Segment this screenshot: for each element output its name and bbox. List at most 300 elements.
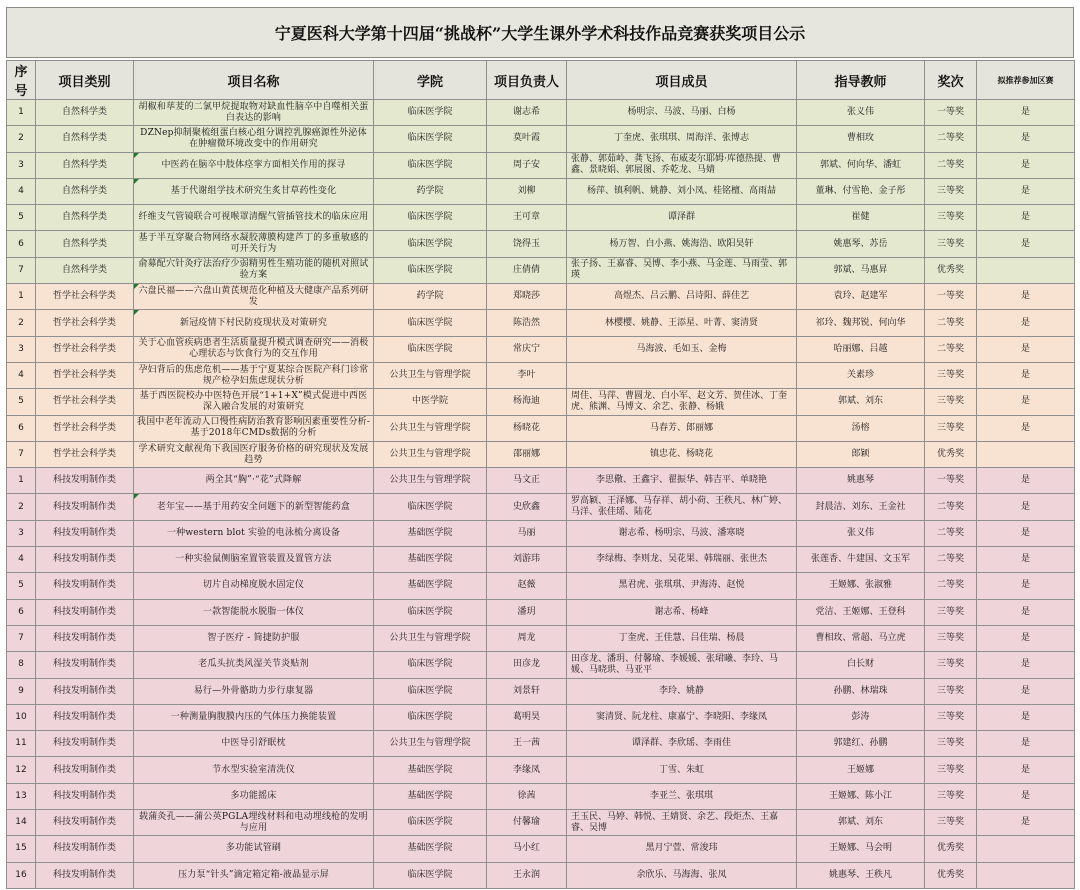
cell-category: 自然科学类 [36, 126, 134, 152]
cell-project-name: 基于西医院校办中医特色开展“1+1+X”模式促进中西医深入融合发展的对策研究 [134, 389, 374, 415]
cell-advisor: 王姬娜、陈小江 [797, 783, 925, 809]
cell-leader: 杨海迪 [487, 389, 567, 415]
cell-college: 药学院 [374, 178, 487, 204]
cell-recommend: 是 [977, 310, 1075, 336]
cell-advisor: 王姬娜、马会明 [797, 836, 925, 862]
cell-members: 田彦龙、潘玥、付馨瑜、李媛媛、张珺曦、李玲、马媛、马晓珙、马亚平 [567, 652, 797, 678]
cell-advisor: 姚惠琴、苏岳 [797, 231, 925, 257]
cell-recommend: 是 [977, 783, 1075, 809]
cell-leader: 李缘凤 [487, 757, 567, 783]
cell-category: 哲学社会科学类 [36, 284, 134, 310]
cell-advisor: 曹相玫 [797, 126, 925, 152]
cell-advisor: 封晨洁、刘东、王金社 [797, 494, 925, 520]
cell-award: 三等奖 [925, 678, 977, 704]
table-body [7, 100, 1075, 889]
cell-members: 谢志希、杨峰 [567, 599, 797, 625]
table-row [7, 625, 1075, 651]
cell-seq: 2 [7, 126, 36, 152]
table-row [7, 783, 1075, 809]
cell-members: 马春芳、郎丽娜 [567, 415, 797, 441]
cell-recommend: 是 [977, 336, 1075, 362]
cell-college: 临床医学院 [374, 231, 487, 257]
cell-project-name: 一种测量胸腹膜内压的气体压力换能装置 [134, 704, 374, 730]
cell-award: 优秀奖 [925, 257, 977, 283]
cell-recommend: 是 [977, 599, 1075, 625]
cell-advisor: 郭建红、孙鹏 [797, 731, 925, 757]
cell-category: 科技发明制作类 [36, 599, 134, 625]
cell-college: 公共卫生与管理学院 [374, 415, 487, 441]
cell-recommend: 是 [977, 231, 1075, 257]
cell-project-name: 智子医疗 - 简捷防护服 [134, 625, 374, 651]
cell-project-name: 俞募配穴针灸疗法治疗少弱精男性生殖功能的随机对照试验方案 [134, 257, 374, 283]
cell-category: 科技发明制作类 [36, 731, 134, 757]
cell-seq: 5 [7, 205, 36, 231]
cell-members: 马海波、毛如玉、金梅 [567, 336, 797, 362]
cell-leader: 邵丽娜 [487, 441, 567, 467]
cell-category: 自然科学类 [36, 205, 134, 231]
cell-category: 科技发明制作类 [36, 547, 134, 573]
cell-project-name: 一种western blot 实验的电泳梳分离设备 [134, 520, 374, 546]
cell-award: 二等奖 [925, 336, 977, 362]
cell-leader: 王可章 [487, 205, 567, 231]
cell-members: 罗高颖、王泽娜、马存祥、胡小荷、王秩凡、林广婷、马洋、张佳瑶、陆花 [567, 494, 797, 520]
cell-leader: 刘游玮 [487, 547, 567, 573]
cell-project-name: 多功能摇床 [134, 783, 374, 809]
cell-recommend: 是 [977, 415, 1075, 441]
cell-recommend: 是 [977, 468, 1075, 494]
cell-project-name: 孕妇背后的焦虑危机——基于宁夏某综合医院产科门诊常规产检孕妇焦虑现状分析 [134, 362, 374, 388]
cell-college: 临床医学院 [374, 810, 487, 836]
cell-advisor: 汤榕 [797, 415, 925, 441]
table-row [7, 836, 1075, 862]
cell-category: 科技发明制作类 [36, 573, 134, 599]
cell-advisor: 崔健 [797, 205, 925, 231]
cell-college: 临床医学院 [374, 205, 487, 231]
cell-leader: 谢志希 [487, 100, 567, 126]
cell-members: 李绿梅、李则龙、吴花果、韩瑞丽、张世杰 [567, 547, 797, 573]
cell-project-name: 一款智能脱水脱脂一体仪 [134, 599, 374, 625]
cell-college: 临床医学院 [374, 336, 487, 362]
header-recommend: 拟推荐参加区赛 [977, 61, 1075, 100]
cell-category: 哲学社会科学类 [36, 415, 134, 441]
cell-recommend: 是 [977, 731, 1075, 757]
table-row [7, 257, 1075, 283]
cell-project-name: DZNep抑制聚梳组蛋白核心组分调控乳腺癌源性外泌体在肿瘤微环境改变中的作用研究 [134, 126, 374, 152]
cell-award: 一等奖 [925, 284, 977, 310]
cell-project-name: 关于心血管疾病患者生活质量提升模式调查研究——消极心理状态与饮食行为的交互作用 [134, 336, 374, 362]
cell-award: 二等奖 [925, 494, 977, 520]
table-row [7, 652, 1075, 678]
cell-college: 临床医学院 [374, 599, 487, 625]
cell-project-name: 一种实验鼠侧脑室置管装置及置管方法 [134, 547, 374, 573]
cell-category: 自然科学类 [36, 152, 134, 178]
header-row [7, 61, 1075, 100]
cell-project-name: 六盘民福——六盘山黄芪规范化种植及大健康产品系列研发 [134, 284, 374, 310]
cell-advisor: 张义伟 [797, 520, 925, 546]
cell-seq: 6 [7, 231, 36, 257]
cell-advisor: 袁玲、赵建军 [797, 284, 925, 310]
table-row [7, 126, 1075, 152]
cell-award: 三等奖 [925, 625, 977, 651]
cell-seq: 2 [7, 310, 36, 336]
cell-recommend: 是 [977, 547, 1075, 573]
cell-category: 科技发明制作类 [36, 625, 134, 651]
cell-college: 基础医学院 [374, 783, 487, 809]
cell-seq: 5 [7, 573, 36, 599]
cell-members: 黑月宁萱、常浚玮 [567, 836, 797, 862]
award-table [6, 60, 1075, 889]
cell-college: 临床医学院 [374, 704, 487, 730]
cell-leader: 马丽 [487, 520, 567, 546]
cell-advisor: 祁玲、魏邦锐、何向华 [797, 310, 925, 336]
cell-seq: 2 [7, 494, 36, 520]
cell-leader: 周龙 [487, 625, 567, 651]
cell-award: 优秀奖 [925, 441, 977, 467]
cell-category: 自然科学类 [36, 257, 134, 283]
cell-recommend: 是 [977, 284, 1075, 310]
cell-members: 谭泽群 [567, 205, 797, 231]
cell-members: 李亚兰、张琪琪 [567, 783, 797, 809]
table-row [7, 100, 1075, 126]
table-row [7, 494, 1075, 520]
cell-leader: 徐茜 [487, 783, 567, 809]
cell-leader: 付馨瑜 [487, 810, 567, 836]
table-row [7, 757, 1075, 783]
cell-project-name: 多功能试管刷 [134, 836, 374, 862]
cell-award: 优秀奖 [925, 862, 977, 888]
table-row [7, 678, 1075, 704]
cell-award: 三等奖 [925, 810, 977, 836]
cell-college: 临床医学院 [374, 652, 487, 678]
cell-project-name: 学术研究文献视角下我国医疗服务价格的研究现状及发展趋势 [134, 441, 374, 467]
table-row [7, 415, 1075, 441]
cell-seq: 3 [7, 520, 36, 546]
cell-seq: 6 [7, 599, 36, 625]
cell-leader: 郑晓莎 [487, 284, 567, 310]
cell-recommend [977, 836, 1075, 862]
cell-members: 李玲、姚静 [567, 678, 797, 704]
cell-project-name: 新冠疫情下村民防疫现状及对策研究 [134, 310, 374, 336]
cell-award: 二等奖 [925, 126, 977, 152]
cell-category: 科技发明制作类 [36, 810, 134, 836]
cell-category: 科技发明制作类 [36, 494, 134, 520]
cell-seq: 7 [7, 257, 36, 283]
cell-college: 临床医学院 [374, 100, 487, 126]
cell-category: 自然科学类 [36, 100, 134, 126]
cell-leader: 常庆宁 [487, 336, 567, 362]
cell-recommend: 是 [977, 362, 1075, 388]
cell-advisor: 姚惠琴 [797, 468, 925, 494]
cell-advisor: 张莲香、牛建国、文玉军 [797, 547, 925, 573]
cell-recommend: 是 [977, 573, 1075, 599]
cell-category: 哲学社会科学类 [36, 336, 134, 362]
cell-college: 基础医学院 [374, 547, 487, 573]
cell-advisor: 张义伟 [797, 100, 925, 126]
cell-project-name: 老瓜头抗类风湿关节炎贴剂 [134, 652, 374, 678]
cell-award: 三等奖 [925, 205, 977, 231]
cell-advisor: 郭斌、刘东 [797, 389, 925, 415]
cell-college: 基础医学院 [374, 520, 487, 546]
table-row [7, 231, 1075, 257]
cell-leader: 莫叶霞 [487, 126, 567, 152]
cell-advisor: 郎颖 [797, 441, 925, 467]
cell-members: 谭泽群、李欣瑶、李雨佳 [567, 731, 797, 757]
cell-advisor: 关素珍 [797, 362, 925, 388]
cell-category: 自然科学类 [36, 178, 134, 204]
table-row [7, 178, 1075, 204]
cell-members [567, 362, 797, 388]
cell-leader: 刘景轩 [487, 678, 567, 704]
cell-leader: 刘柳 [487, 178, 567, 204]
cell-leader: 饶得玉 [487, 231, 567, 257]
cell-members: 丁奎虎、王佳慧、吕佳瑞、杨晨 [567, 625, 797, 651]
table-row [7, 310, 1075, 336]
cell-award: 二等奖 [925, 310, 977, 336]
cell-recommend: 是 [977, 704, 1075, 730]
cell-seq: 7 [7, 441, 36, 467]
cell-advisor: 王姬娜、张淑雅 [797, 573, 925, 599]
cell-project-name: 切片自动梯度脱水固定仪 [134, 573, 374, 599]
cell-college: 基础医学院 [374, 757, 487, 783]
table-row [7, 468, 1075, 494]
cell-seq: 13 [7, 783, 36, 809]
cell-advisor: 孙鹏、林瑞珠 [797, 678, 925, 704]
table-row [7, 599, 1075, 625]
cell-award: 一等奖 [925, 468, 977, 494]
cell-college: 临床医学院 [374, 862, 487, 888]
cell-college: 临床医学院 [374, 126, 487, 152]
cell-members: 王玉民、马婷、韩悦、王婧贤、余艺、段炬杰、王嘉睿、吴博 [567, 810, 797, 836]
cell-seq: 10 [7, 704, 36, 730]
cell-members: 丁雪、朱虹 [567, 757, 797, 783]
cell-project-name: 基于半互穿聚合物网络水凝胶薄膜构建芦丁的多重敏感的可开关行为 [134, 231, 374, 257]
cell-recommend [977, 257, 1075, 283]
cell-seq: 9 [7, 678, 36, 704]
cell-award: 三等奖 [925, 783, 977, 809]
cell-members: 杨萍、镇利帆、姚静、刘小凤、桂铭檀、高雨喆 [567, 178, 797, 204]
cell-project-name: 胡椒和荜茇的二氯甲烷提取物对缺血性脑卒中自噬相关蛋白表达的影响 [134, 100, 374, 126]
cell-category: 科技发明制作类 [36, 783, 134, 809]
cell-advisor: 曹相玫、常超、马立虎 [797, 625, 925, 651]
table-row [7, 810, 1075, 836]
cell-recommend [977, 862, 1075, 888]
cell-leader: 马小红 [487, 836, 567, 862]
table-row [7, 336, 1075, 362]
cell-members: 黑君虎、张琪琪、尹海涛、赵悦 [567, 573, 797, 599]
cell-award: 三等奖 [925, 178, 977, 204]
cell-award: 二等奖 [925, 152, 977, 178]
cell-advisor: 哈丽娜、吕越 [797, 336, 925, 362]
cell-leader: 赵薇 [487, 573, 567, 599]
cell-advisor: 郭斌、马惠昇 [797, 257, 925, 283]
cell-advisor: 党洁、王姬娜、王登科 [797, 599, 925, 625]
cell-leader: 李叶 [487, 362, 567, 388]
header-category: 项目类别 [36, 61, 134, 100]
cell-project-name: 载蒲灸孔——蒲公英PGLA埋线材料和电动埋线枪的发明与应用 [134, 810, 374, 836]
cell-members: 杨明宗、马波、马丽、白杨 [567, 100, 797, 126]
cell-recommend: 是 [977, 126, 1075, 152]
table-row [7, 205, 1075, 231]
cell-members: 丁奎虎、张琪琪、周海洋、张博志 [567, 126, 797, 152]
cell-college: 公共卫生与管理学院 [374, 362, 487, 388]
cell-seq: 8 [7, 652, 36, 678]
cell-seq: 1 [7, 284, 36, 310]
cell-recommend [977, 441, 1075, 467]
header-award: 奖次 [925, 61, 977, 100]
table-row [7, 704, 1075, 730]
cell-project-name: 节水型实验室清洗仪 [134, 757, 374, 783]
table-row [7, 441, 1075, 467]
cell-advisor: 彭涛 [797, 704, 925, 730]
page-title: 宁夏医科大学第十四届“挑战杯”大学生课外学术科技作品竞赛获奖项目公示 [6, 7, 1074, 58]
cell-project-name: 老年宝——基于用药安全问题下的新型智能药盒 [134, 494, 374, 520]
cell-seq: 5 [7, 389, 36, 415]
cell-category: 科技发明制作类 [36, 678, 134, 704]
cell-project-name: 中医导引舒眠枕 [134, 731, 374, 757]
cell-members: 高煜杰、吕云鹏、吕诗阳、薛佳艺 [567, 284, 797, 310]
cell-project-name: 易行—外骨骼助力步行康复器 [134, 678, 374, 704]
cell-project-name: 我国中老年流动人口慢性病防治教育影响因素重要性分析-基于2018年CMDs数据的分析 [134, 415, 374, 441]
cell-members: 余欣乐、马海海、张凤 [567, 862, 797, 888]
header-members: 项目成员 [567, 61, 797, 100]
cell-award: 三等奖 [925, 362, 977, 388]
cell-members: 周佳、马萍、曹圆龙、白小军、赵文芳、贺佳冰、丁奎虎、熊渊、马博文、余艺、张静、杨娥 [567, 389, 797, 415]
cell-college: 基础医学院 [374, 836, 487, 862]
cell-seq: 14 [7, 810, 36, 836]
cell-seq: 3 [7, 152, 36, 178]
cell-recommend: 是 [977, 205, 1075, 231]
cell-leader: 马文正 [487, 468, 567, 494]
cell-members: 林樱樱、姚静、王添星、叶菁、窦清贤 [567, 310, 797, 336]
table-row [7, 362, 1075, 388]
cell-college: 中医学院 [374, 389, 487, 415]
cell-recommend: 是 [977, 152, 1075, 178]
cell-members: 张静、郭茹岭、龚飞扬、布威麦尔耶姆·库德热提、曹鑫、景晓娟、郭展图、乔乾龙、马婧 [567, 152, 797, 178]
cell-advisor: 郭斌、何向华、潘虹 [797, 152, 925, 178]
cell-seq: 12 [7, 757, 36, 783]
cell-award: 三等奖 [925, 652, 977, 678]
cell-project-name: 两全其“胸”·“花”式降解 [134, 468, 374, 494]
table-row [7, 547, 1075, 573]
table-row [7, 152, 1075, 178]
cell-category: 科技发明制作类 [36, 704, 134, 730]
cell-members: 李思儆、王鑫宇、翟振华、韩吉平、单晓艳 [567, 468, 797, 494]
cell-award: 二等奖 [925, 547, 977, 573]
cell-recommend: 是 [977, 757, 1075, 783]
cell-category: 哲学社会科学类 [36, 389, 134, 415]
table-row [7, 573, 1075, 599]
cell-college: 临床医学院 [374, 152, 487, 178]
cell-college: 公共卫生与管理学院 [374, 468, 487, 494]
cell-leader: 田彦龙 [487, 652, 567, 678]
cell-members: 张子扬、王嘉睿、吴博、李小燕、马金莲、马雨莹、郭瑛 [567, 257, 797, 283]
cell-award: 一等奖 [925, 100, 977, 126]
cell-seq: 3 [7, 336, 36, 362]
cell-college: 临床医学院 [374, 257, 487, 283]
cell-recommend: 是 [977, 178, 1075, 204]
cell-seq: 7 [7, 625, 36, 651]
cell-leader: 潘玥 [487, 599, 567, 625]
header-college: 学院 [374, 61, 487, 100]
cell-category: 哲学社会科学类 [36, 362, 134, 388]
cell-award: 三等奖 [925, 415, 977, 441]
cell-seq: 1 [7, 100, 36, 126]
cell-category: 科技发明制作类 [36, 468, 134, 494]
cell-seq: 11 [7, 731, 36, 757]
header-leader: 项目负责人 [487, 61, 567, 100]
table-row [7, 389, 1075, 415]
cell-members: 镇忠花、杨晓花 [567, 441, 797, 467]
cell-leader: 庄倩倩 [487, 257, 567, 283]
cell-seq: 4 [7, 178, 36, 204]
cell-award: 三等奖 [925, 389, 977, 415]
cell-award: 三等奖 [925, 704, 977, 730]
table-row [7, 284, 1075, 310]
cell-college: 临床医学院 [374, 494, 487, 520]
cell-category: 科技发明制作类 [36, 652, 134, 678]
cell-college: 药学院 [374, 284, 487, 310]
cell-award: 二等奖 [925, 573, 977, 599]
cell-leader: 葛明昊 [487, 704, 567, 730]
cell-seq: 15 [7, 836, 36, 862]
cell-award: 三等奖 [925, 757, 977, 783]
cell-seq: 6 [7, 415, 36, 441]
cell-advisor: 王姬娜 [797, 757, 925, 783]
cell-seq: 4 [7, 547, 36, 573]
cell-leader: 杨晓花 [487, 415, 567, 441]
cell-category: 自然科学类 [36, 231, 134, 257]
cell-college: 临床医学院 [374, 678, 487, 704]
table-row [7, 862, 1075, 888]
cell-recommend: 是 [977, 810, 1075, 836]
cell-advisor: 姚惠琴、王秩凡 [797, 862, 925, 888]
cell-leader: 王一茜 [487, 731, 567, 757]
cell-award: 三等奖 [925, 231, 977, 257]
cell-college: 临床医学院 [374, 310, 487, 336]
cell-leader: 陈浩然 [487, 310, 567, 336]
cell-leader: 史欣鑫 [487, 494, 567, 520]
cell-recommend: 是 [977, 520, 1075, 546]
cell-recommend: 是 [977, 100, 1075, 126]
header-project-name: 项目名称 [134, 61, 374, 100]
cell-category: 科技发明制作类 [36, 836, 134, 862]
cell-members: 谢志希、杨明宗、马波、潘寒晓 [567, 520, 797, 546]
table-row [7, 731, 1075, 757]
cell-college: 公共卫生与管理学院 [374, 625, 487, 651]
cell-award: 二等奖 [925, 520, 977, 546]
header-advisor: 指导教师 [797, 61, 925, 100]
cell-category: 哲学社会科学类 [36, 310, 134, 336]
cell-recommend: 是 [977, 625, 1075, 651]
cell-recommend: 是 [977, 494, 1075, 520]
cell-category: 科技发明制作类 [36, 862, 134, 888]
table-row [7, 520, 1075, 546]
cell-advisor: 郭斌、刘东 [797, 810, 925, 836]
cell-project-name: 基于代谢组学技术研究生炙甘草药性变化 [134, 178, 374, 204]
cell-members: 窦清贤、阮龙柱、康嘉宁、李晓阳、李缘凤 [567, 704, 797, 730]
cell-category: 哲学社会科学类 [36, 441, 134, 467]
cell-seq: 1 [7, 468, 36, 494]
cell-recommend: 是 [977, 389, 1075, 415]
cell-advisor: 白长财 [797, 652, 925, 678]
cell-members: 杨万智、白小燕、姚海浩、欧阳昊轩 [567, 231, 797, 257]
cell-college: 基础医学院 [374, 573, 487, 599]
cell-project-name: 压力泵“针头”滴定箱定箱-液晶显示屏 [134, 862, 374, 888]
header-seq: 序号 [7, 61, 36, 100]
cell-award: 三等奖 [925, 731, 977, 757]
cell-leader: 周子安 [487, 152, 567, 178]
cell-recommend: 是 [977, 652, 1075, 678]
